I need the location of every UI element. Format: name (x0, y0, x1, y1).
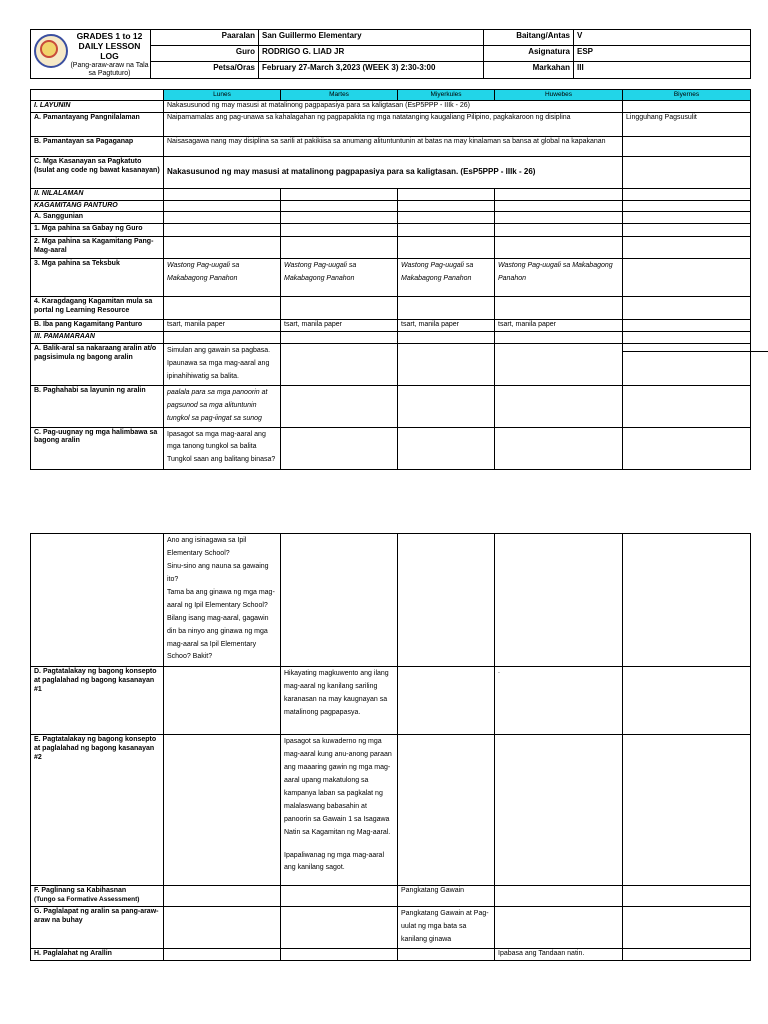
label-markahan: Markahan (484, 62, 574, 79)
row-label-learning-resource: 4. Karagdagang Kagamitan mula sa portal ng Learning Resource (31, 297, 164, 320)
value-asignatura: ESP (574, 46, 751, 62)
pag-uugnay-lunes: Ipasagot sa mga mag-aaral ang mga tanong tungkol sa balita Tungkol saan ang balitang binasa? (164, 427, 281, 469)
row-label-sanggunian: A. Sanggunian (31, 212, 164, 224)
teksbuk-lunes: Wastong Pag-uugali sa Makabagong Panahon (164, 259, 281, 297)
day-header-lunes: Lunes (164, 90, 281, 101)
label-asignatura: Asignatura (484, 46, 574, 62)
row-label-kasanayan: C. Mga Kasanayan sa Pagkatuto (Isulat ang code ng bawat kasanayan) (31, 156, 164, 188)
lesson-table-page2 (30, 533, 751, 961)
value-markahan: III (574, 62, 751, 79)
value-baitang: V (574, 30, 751, 46)
lesson-table-page1 (30, 89, 751, 470)
layunin-text: Nakasusunod ng may masusi at matalinong pagpapasiya para sa kaligtasan (EsP5PPP - IIIk - 26) (164, 101, 623, 113)
kagamitan-huwebes: tsart, manila paper (495, 320, 623, 332)
paglalahat-huwebes: Ipabasa ang Tandaan natin. (495, 948, 623, 960)
paglalapat-miyerkules: Pangkatang Gawain at Pag-uulat ng mga bata sa kanilang ginawa (398, 907, 495, 949)
row-label-paglalahat: H. Paglalahat ng Arallin (31, 948, 164, 960)
kasanayan-text: Nakasusunod ng may masusi at matalinong pagpapasiya para sa kaligtasan. (EsP5PPP - IIIk - 26) (164, 156, 623, 188)
row-label-teksbuk: 3. Mga pahina sa Teksbuk (31, 259, 164, 297)
kagamitan-lunes: tsart, manila paper (164, 320, 281, 332)
balik-aral-lunes: Simulan ang gawain sa pagbasa. Ipaunawa sa mga mag-aaral ang ipinahihiwatig sa balita. (164, 343, 281, 385)
label-petsa: Petsa/Oras (151, 62, 259, 79)
kagamitan-martes: tsart, manila paper (281, 320, 398, 332)
section-nilalaman: II. NILALAMAN (31, 188, 164, 200)
section-kagamitang-panturo: KAGAMITANG PANTURO (31, 200, 164, 212)
value-guro: RODRIGO G. LIAD JR (259, 46, 484, 62)
row-label-paglalapat: G. Paglalapat ng aralin sa pang-araw-araw na buhay (31, 907, 164, 949)
teksbuk-huwebes: Wastong Pag-uugali sa Makabagong Panahon (495, 259, 623, 297)
row-label-pamantayang-pangnilalaman: A. Pamantayang Pangnilalaman (31, 112, 164, 136)
day-header-miyerkules: Miyerkules (398, 90, 495, 101)
paglinang-miyerkules: Pangkatang Gawain (398, 886, 495, 907)
day-header-biyernes: Biyernes (623, 90, 751, 101)
label-baitang: Baitang/Antas (484, 30, 574, 46)
doc-title-dll: DAILY LESSON LOG (78, 41, 141, 62)
row-label-pag-uugnay: C. Pag-uugnay ng mga halimbawa sa bagong aralin (31, 427, 164, 469)
pagtatalakay-2-martes: Ipasagot sa kuwaderno ng mga mag-aaral kung anu-anong paraan ang maaaring gawin ng mga mag-aaral upang makatulong sa kampanya laban sa pagkalat ng malalaswang babasahin at panoorin sa Gawain 1 sa Isagawa Natin sa Kagamitan ng Mag-aaral. Ipapaliwanag ng mga mag-aaral ang kanilang sagot. (281, 735, 398, 886)
row-label-gabay-guro: 1. Mga pahina sa Gabay ng Guro (31, 224, 164, 237)
paghahabi-lunes: paalala para sa mga panoorin at pagsunod sa mga alituntunin tungkol sa pag-iingat sa sunog (164, 385, 281, 427)
pangnilalaman-friday: Lingguhang Pagsusulit (623, 112, 751, 136)
value-paaralan: San Guillermo Elementary (259, 30, 484, 46)
row-label-pagtatalakay-2: E. Pagtatalakay ng bagong konsepto at paglalahad ng bagong kasanayan #2 (31, 735, 164, 886)
row-label-balik-aral: A. Balik-aral sa nakaraang aralin at/o pagsisimula ng bagong aralin (31, 343, 164, 385)
pagtatalakay-1-huwebes: . (495, 667, 623, 735)
section-pamamaraan: III. PAMAMARAAN (31, 332, 164, 344)
value-petsa: February 27-March 3,2023 (WEEK 3) 2:30-3:00 (259, 62, 484, 79)
day-header-huwebes: Huwebes (495, 90, 623, 101)
day-header-martes: Martes (281, 90, 398, 101)
doc-title-grades: GRADES 1 to 12 (76, 31, 143, 41)
row-label-kagamitang-mag-aaral: 2. Mga pahina sa Kagamitang Pang-Mag-aaral (31, 237, 164, 259)
label-guro: Guro (151, 46, 259, 62)
pangnilalaman-text: Naipamamalas ang pag-unawa sa kahalagahan ng pagpapakita ng mga natatanging kaugaliang Pilipino, pagkakaroon ng disiplina (164, 112, 623, 136)
doc-subtitle: (Pang-araw-araw na Tala sa Pagtuturo) (70, 61, 149, 77)
row-label-paglinang: F. Paglinang sa Kabihasnan (Tungo sa Formative Assessment) (31, 886, 164, 907)
teksbuk-miyerkules: Wastong Pag-uugali sa Makabagong Panahon (398, 259, 495, 297)
label-paaralan: Paaralan (151, 30, 259, 46)
pagganap-text: Naisasagawa nang may disiplina sa sarili at pakikiisa sa anumang alituntuntunin at batas na may kinalaman sa bansa at global na kapakanan (164, 136, 623, 156)
row-label-paghahabi: B. Paghahabi sa layunin ng aralin (31, 385, 164, 427)
row-label-pamantayan-pagganap: B. Pamantayan sa Pagaganap (31, 136, 164, 156)
header-table (30, 29, 751, 79)
pagtatalakay-1-martes: Hikayating magkuwento ang ilang mag-aaral ng kanilang sariling karanasan na may kaugnayan sa matalinong pagpapasya. (281, 667, 398, 735)
pag-uugnay-questions-lunes: Ano ang isinagawa sa Ipil Elementary School? Sinu-sino ang nauna sa gawaing ito? Tama ba ang ginawa ng mga mag-aaral ng Ipil Elementary School? Bilang isang mag-aaral, gagawin din ba ninyo ang ginawa ng mga mag-aaral sa Ipil Elementary Schoo? Bakit? (164, 534, 281, 667)
row-label-iba-pang-kagamitan: B. Iba pang Kagamitang Panturo (31, 320, 164, 332)
divider-line (622, 351, 768, 352)
kagamitan-miyerkules: tsart, manila paper (398, 320, 495, 332)
teksbuk-martes: Wastong Pag-uugali sa Makabagong Panahon (281, 259, 398, 297)
section-layunin: I. LAYUNIN (31, 101, 164, 113)
row-label-pagtatalakay-1: D. Pagtatalakay ng bagong konsepto at paglalahad ng bagong kasanayan #1 (31, 667, 164, 735)
